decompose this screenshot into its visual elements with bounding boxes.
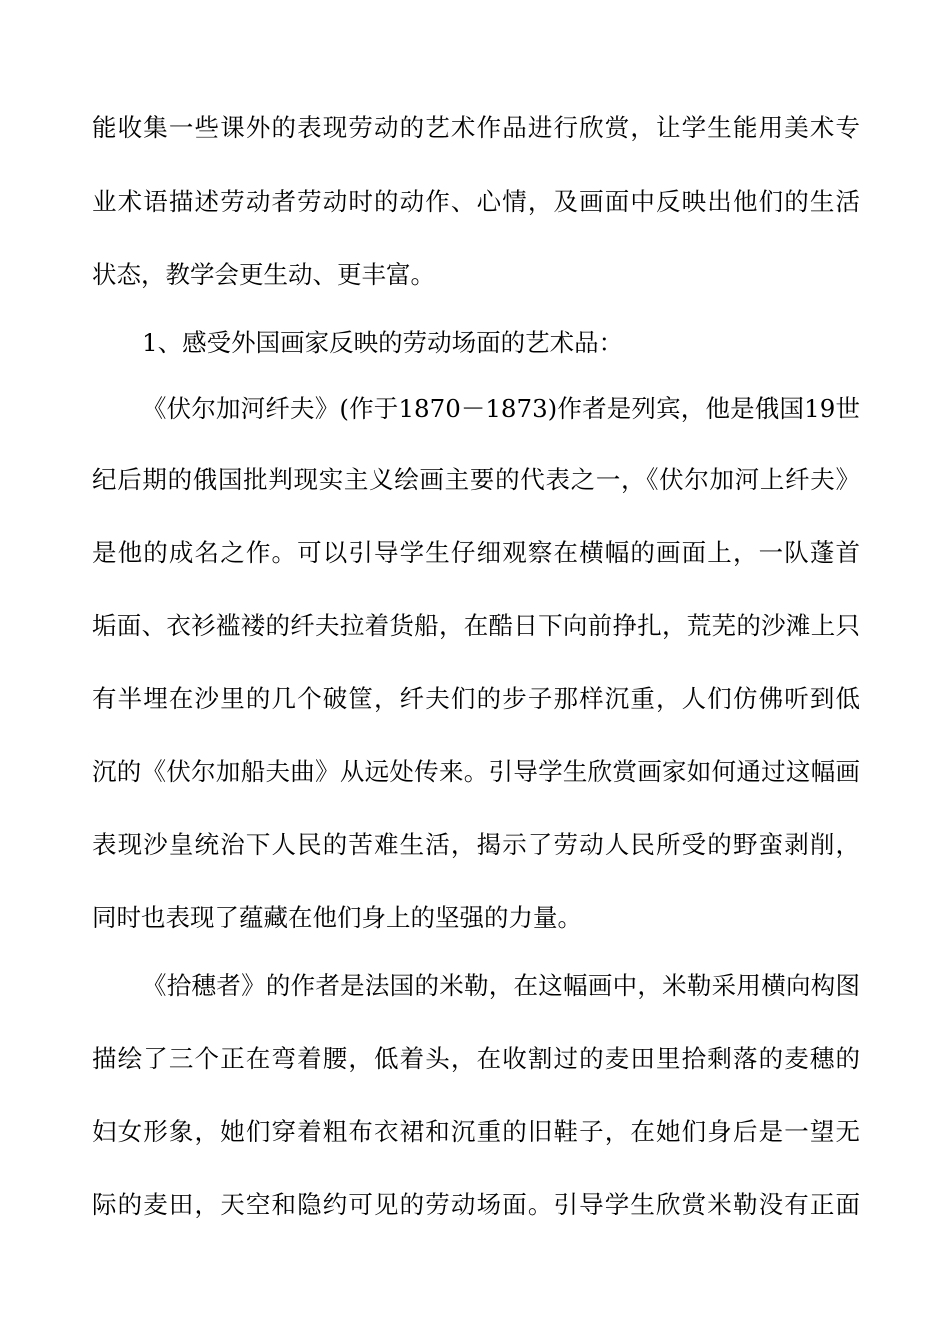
text-line: 沉的《伏尔加船夫曲》从远处传来。引导学生欣赏画家如何通过这幅画 xyxy=(92,757,860,786)
text-line: 妇女形象，她们穿着粗布衣裙和沉重的旧鞋子，在她们身后是一望无 xyxy=(92,1117,860,1146)
text-line: 业术语描述劳动者劳动时的动作、心情，及画面中反映出他们的生活 xyxy=(92,187,860,216)
text-line: 有半埋在沙里的几个破筐，纤夫们的步子那样沉重，人们仿佛听到低 xyxy=(92,684,860,713)
text-line: 是他的成名之作。可以引导学生仔细观察在横幅的画面上，一队蓬首 xyxy=(92,538,860,567)
text-line: 描绘了三个正在弯着腰，低着头，在收割过的麦田里拾剩落的麦穗的 xyxy=(92,1044,860,1073)
text-line: 同时也表现了蕴藏在他们身上的坚强的力量。 xyxy=(92,903,582,932)
text-line: 《拾穗者》的作者是法国的米勒，在这幅画中，米勒采用横向构图 xyxy=(142,971,860,1000)
text-line: 1、感受外国画家反映的劳动场面的艺术品： xyxy=(142,328,624,357)
text-line: 纪后期的俄国批判现实主义绘画主要的代表之一，《伏尔加河上纤夫》 xyxy=(92,465,860,494)
text-line: 垢面、衣衫褴褛的纤夫拉着货船，在酷日下向前挣扎，荒芜的沙滩上只 xyxy=(92,611,860,640)
text-line: 《伏尔加河纤夫》(作于1870－1873)作者是列宾，他是俄国19世 xyxy=(142,394,860,423)
text-line: 际的麦田，天空和隐约可见的劳动场面。引导学生欣赏米勒没有正面 xyxy=(92,1190,860,1219)
text-line: 状态，教学会更生动、更丰富。 xyxy=(92,260,435,289)
text-line: 表现沙皇统治下人民的苦难生活，揭示了劳动人民所受的野蛮剥削， xyxy=(92,830,860,859)
text-line: 能收集一些课外的表现劳动的艺术作品进行欣赏，让学生能用美术专 xyxy=(92,113,860,142)
